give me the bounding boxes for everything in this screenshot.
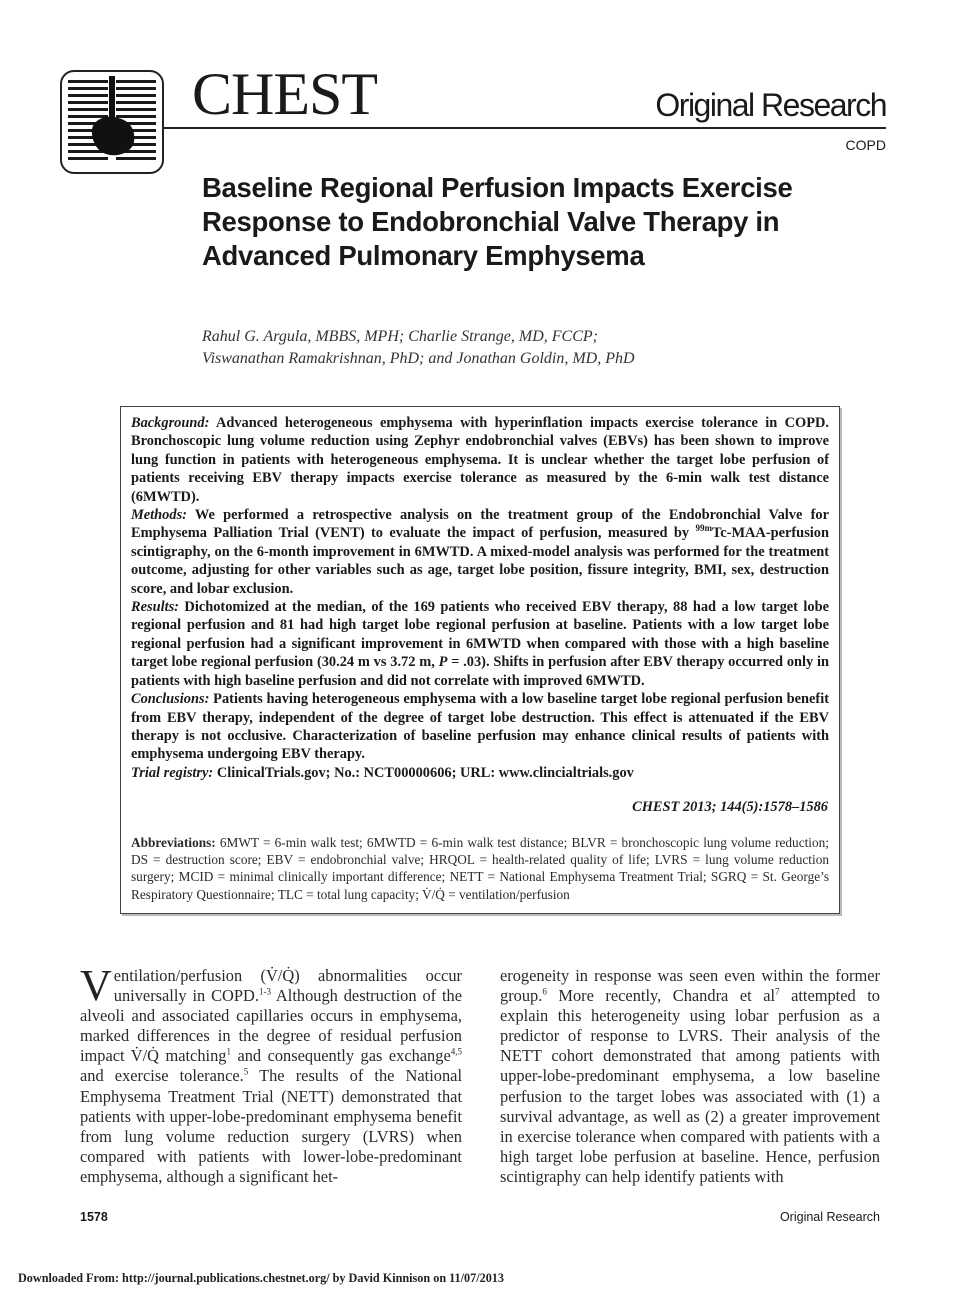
results-text-1: Dichotomized at the median, of the 169 patients who received EBV therapy, 88 had a low target lobe regional perfusion and 81 had high target lobe regional perfusion at baseline. Patients with a low target lobe regional perfusion had a significant improvement in 6MWTD when compared with those with a high baseline target lobe regional perfusion (30.24 m vs 3.72 m,: [131, 599, 829, 671]
registry-label: Trial registry:: [131, 764, 214, 781]
article-title: Baseline Regional Perfusion Impacts Exercise Response to Endobronchial Valve Therapy in Advanced Pulmonary Emphysema: [202, 172, 793, 271]
journal-name: CHEST: [192, 61, 378, 127]
conclusions-label: Conclusions:: [131, 691, 210, 708]
abstract-conclusions: [131, 690, 829, 764]
journal-logo: [60, 70, 164, 174]
authors-line-2: Viswanathan Ramakrishnan, PhD; and Jonathan Goldin, MD, PhD: [202, 350, 635, 367]
citation-sup: 4,5: [450, 1046, 462, 1057]
topic-label: COPD: [845, 137, 886, 153]
citation-sup: 7: [775, 986, 780, 997]
registry-text: ClinicalTrials.gov; No.: NCT00000606; URL: www.clincialtrials.gov: [213, 764, 634, 781]
body-text: More recently, Chandra et al: [546, 986, 776, 1006]
methods-text-1: We performed a retrospective analysis on the treatment group of the Endobronchial Valve for Emphysema Palliation Trial (VENT) to evaluate the impact of perfusion, measured by: [131, 507, 829, 542]
conclusions-text: Patients having heterogeneous emphysema with a low baseline target lobe regional perfusion benefit from EBV therapy, independent of the degree of target lobe destruction. This effect is attenuated if the EBV therapy is not occlusive. Characterization of baseline perfusion may enhance clinical results of patients with emphysema undergoing EBV therapy.: [131, 691, 829, 763]
section-label: Original Research: [655, 87, 886, 123]
authors-line-1: Rahul G. Argula, MBBS, MPH; Charlie Strange, MD, FCCP;: [202, 328, 598, 345]
body-column-right: [500, 966, 880, 1187]
citation-sup: 1-3: [258, 986, 271, 997]
citation-sup: 1: [226, 1046, 231, 1057]
abstract-body: [131, 414, 829, 782]
abbreviations: [131, 834, 829, 903]
header-rule: [164, 127, 886, 129]
body-text: and exercise tolerance.: [80, 1066, 244, 1086]
body-text: The results of the National Emphysema Treatment Trial (NETT) demonstrated that patients with upper-lobe-predominant emphysema benefit from lung volume reduction surgery (LVRS) when compared with patients with lower-lobe-predominant emphysema, although a significant het-: [80, 1066, 462, 1186]
abstract-background: [131, 414, 829, 506]
abstract-results: [131, 598, 829, 690]
results-label: Results:: [131, 599, 179, 616]
download-note: Downloaded From: http://journal.publications.chestnet.org/ by David Kinnison on 11/07/2013: [18, 1271, 504, 1285]
abstract-methods: [131, 506, 829, 598]
results-p-symbol: P: [438, 654, 448, 671]
body-text: Although destruction of the alveoli and associated capillaries occurs in emphysema, marked differences in the degree of residual perfusion impact V̇/Q̇ matching: [80, 986, 463, 1066]
abbreviations-text: 6MWT = 6-min walk test; 6MWTD = 6-min walk test distance; BLVR = bronchoscopic lung volume reduction; DS = destruction score; EBV = endobronchial valve; HRQOL = health-related quality of life; LVRS = lung volume reduction surgery; MCID = minimal clinically important difference; NETT = National Emphysema Treatment Trial; SGRQ = St. George’s Respiratory Questionnaire; TLC = total lung capacity; V̇/Q̇ = ventilation/perfusion: [131, 835, 829, 902]
citation-sup: 5: [243, 1067, 249, 1077]
lungs-logo-icon: [62, 72, 162, 172]
methods-label: Methods:: [131, 507, 187, 524]
authors: [202, 326, 842, 370]
footer-label: Original Research: [779, 1210, 880, 1224]
citation: CHEST 2013; 144(5):1578–1586: [632, 799, 828, 815]
citation-sup: 6: [542, 986, 547, 997]
results-text-2: = .03). Shifts in perfusion after EBV therapy occurred only in patients with high baseline perfusion and did not correlate with improved 6MWTD.: [131, 654, 830, 689]
background-label: Background:: [131, 415, 210, 431]
body-text: erogeneity in response was seen even within the former group.: [500, 966, 880, 1006]
body-text: entilation/perfusion (V̇/Q̇) abnormalities occur universally in COPD.: [113, 966, 462, 1006]
body-text: attempted to explain this heterogeneity using lobar perfusion as a predictor of response to LVRS. Their analysis of the NETT cohort demonstrated that among patients with upper-lobe-predominant emphysema, a low baseline perfusion to the target lobes was associated with (1) a survival advantage, as well as (2) a greater improvement in exercise tolerance when compared with patients with a high target lobe perfusion at baseline. Hence, perfusion scintigraphy can help identify patients with: [500, 986, 880, 1186]
page-number: 1578: [80, 1210, 108, 1224]
methods-text-2: Tc-MAA-perfusion scintigraphy, on the 6-month improvement in 6MWTD. A mixed-model analysis was performed for the treatment outcome, adjusting for other variables such as age, target lobe position, fissure integrity, BMI, sex, destruction score, and lobar exclusion.: [131, 525, 829, 597]
abstract-registry: [131, 764, 829, 782]
background-text: Advanced heterogeneous emphysema with hyperinflation impacts exercise tolerance in COPD. Bronchoscopic lung volume reduction using Zephyr endobronchial valves (EBVs) has been shown to improve lung function in patients with heterogeneous emphysema. It is unclear whether the target lobe perfusion of patients receiving EBV therapy impacts exercise tolerance as measured by the 6-min walk test distance (6MWTD).: [131, 415, 829, 505]
body-column-left: [80, 961, 463, 1187]
drop-cap: V: [80, 961, 112, 1010]
methods-isotope-sup: 99m: [695, 523, 712, 534]
body-text: and consequently gas exchange: [230, 1046, 451, 1066]
abbreviations-label: Abbreviations:: [131, 835, 216, 850]
